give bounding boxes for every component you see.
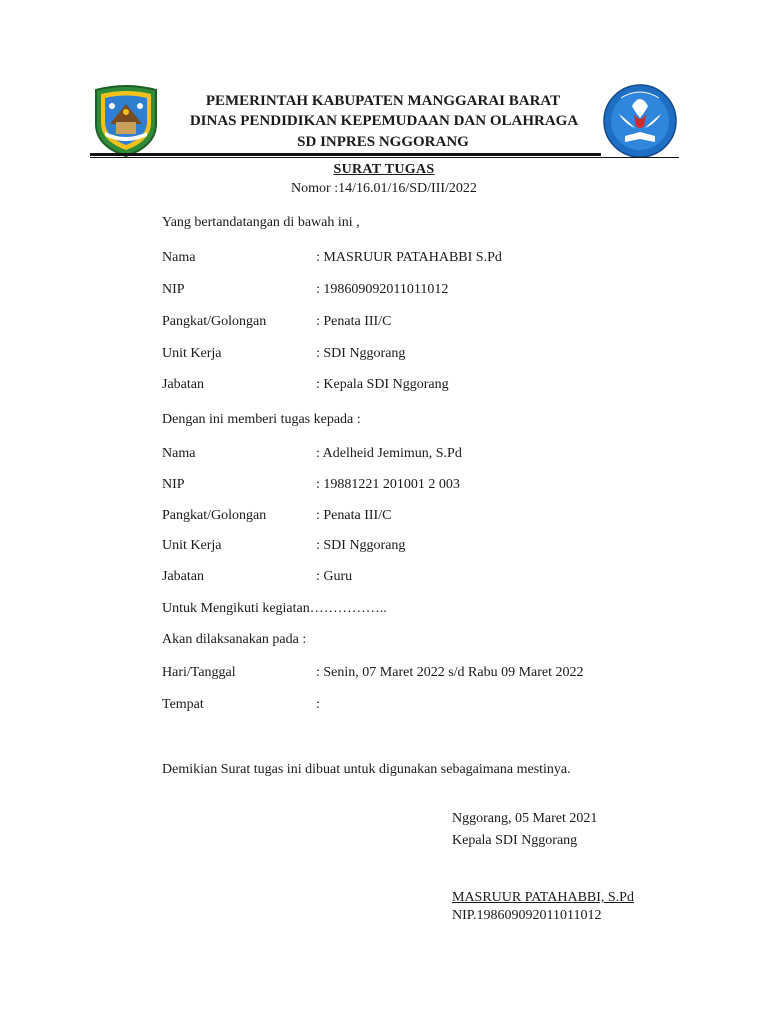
assignee-position-label: Jabatan — [162, 569, 204, 584]
signature-place-date: Nggorang, 05 Maret 2021 — [452, 811, 598, 826]
signer-unit-label: Unit Kerja — [162, 346, 222, 361]
assignee-rank-label: Pangkat/Golongan — [162, 508, 267, 523]
assignee-position-value: : Guru — [316, 569, 353, 584]
letter-title: SURAT TUGAS — [333, 162, 435, 177]
letter-number: Nomor :14/16.01/16/SD/III/2022 — [291, 181, 477, 196]
signer-nip-value: : 198609092011011012 — [316, 282, 449, 297]
signer-position-value: : Kepala SDI Nggorang — [316, 377, 449, 392]
signature-nip: NIP.198609092011011012 — [452, 908, 602, 923]
assignee-rank-value: : Penata III/C — [316, 508, 392, 523]
schedule-intro-text: Akan dilaksanakan pada : — [162, 632, 307, 647]
assignee-unit-value: : SDI Nggorang — [316, 538, 406, 553]
signer-rank-label: Pangkat/Golongan — [162, 314, 267, 329]
assignee-nip-value: : 19881221 201001 2 003 — [316, 477, 460, 492]
header-department-line: DINAS PENDIDIKAN KEPEMUDAAN DAN OLAHRAGA — [189, 113, 579, 129]
signer-name-label: Nama — [162, 250, 196, 265]
header-government-line: PEMERINTAH KABUPATEN MANGGARAI BARAT — [205, 93, 561, 109]
signer-name-value: : MASRUUR PATAHABBI S.Pd — [316, 250, 502, 265]
assign-intro-text: Dengan ini memberi tugas kepada : — [162, 412, 361, 427]
schedule-date-value: : Senin, 07 Maret 2022 s/d Rabu 09 Maret 2022 — [316, 665, 584, 680]
header-divider-thin — [90, 157, 679, 158]
activity-text: Untuk Mengikuti kegiatan…………….. — [162, 601, 387, 616]
header-divider-thick — [90, 153, 601, 156]
signer-position-label: Jabatan — [162, 377, 204, 392]
assignee-unit-label: Unit Kerja — [162, 538, 222, 553]
closing-text: Demikian Surat tugas ini dibuat untuk digunakan sebagaimana mestinya. — [162, 762, 571, 777]
signer-rank-value: : Penata III/C — [316, 314, 392, 329]
schedule-place-label: Tempat — [162, 697, 204, 712]
assignee-name-value: : Adelheid Jemimun, S.Pd — [316, 446, 462, 461]
schedule-place-value: : — [316, 697, 320, 712]
signer-unit-value: : SDI Nggorang — [316, 346, 406, 361]
signature-name: MASRUUR PATAHABBI, S.Pd — [452, 890, 634, 905]
schedule-date-label: Hari/Tanggal — [162, 665, 236, 680]
header-school-line: SD INPRES NGGORANG — [297, 134, 469, 150]
assignee-name-label: Nama — [162, 446, 196, 461]
intro-text: Yang bertandatangan di bawah ini , — [162, 215, 360, 230]
signer-nip-label: NIP — [162, 282, 185, 297]
signature-position: Kepala SDI Nggorang — [452, 833, 578, 848]
assignee-nip-label: NIP — [162, 477, 185, 492]
